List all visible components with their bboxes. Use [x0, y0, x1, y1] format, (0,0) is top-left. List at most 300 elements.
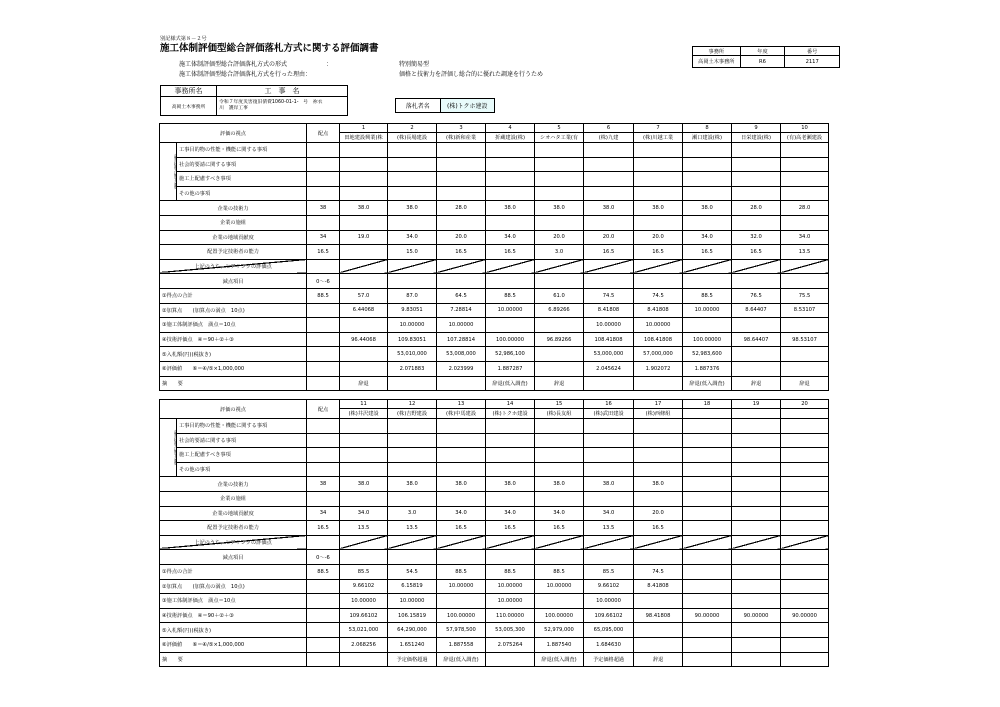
score-cell — [683, 637, 732, 652]
row-deduction — [160, 550, 829, 565]
score-cell — [634, 623, 683, 638]
score-cell: 52,986,100 — [486, 347, 535, 362]
empty-cell — [781, 172, 829, 187]
side-category-label: 企業の技術力に関する事項 — [160, 419, 177, 477]
score-cell: 16.5 — [634, 245, 683, 260]
row-social — [160, 157, 829, 172]
score-cell: 100.00000 — [683, 332, 732, 347]
score-cell: 74.5 — [584, 288, 634, 303]
header-row-numbers — [160, 124, 829, 133]
bidder-number: 15 — [535, 400, 584, 409]
score-cell: 辞退 — [535, 376, 584, 391]
score-cell: 98.41808 — [634, 608, 683, 623]
score-cell: 10.00000 — [683, 303, 732, 318]
hearing-cell — [437, 259, 486, 274]
empty-cell — [781, 215, 829, 230]
row-construction — [160, 172, 829, 187]
score-cell: 13.5 — [388, 521, 437, 536]
empty-cell — [732, 462, 781, 477]
empty-cell — [388, 157, 437, 172]
score-cell: 53,000,000 — [584, 347, 634, 362]
hearing-cell — [486, 259, 535, 274]
score-cell — [634, 376, 683, 391]
score-cell — [732, 579, 781, 594]
empty-cell — [437, 419, 486, 434]
empty-cell — [388, 274, 437, 289]
score-cell: 107.28814 — [437, 332, 486, 347]
criteria-label: ③施工体制評価点 満点＝10点 — [160, 594, 307, 609]
score-cell — [781, 318, 829, 333]
score-cell — [781, 652, 829, 667]
score-cell: 34.0 — [340, 506, 388, 521]
score-cell: 辞退(低入調査) — [683, 376, 732, 391]
company-name: (株)九建 — [584, 133, 634, 143]
bidder-number: 10 — [781, 124, 829, 133]
score-cell: 96.89266 — [535, 332, 584, 347]
criteria-label: ①得点の合計 — [160, 288, 307, 303]
winner-box — [395, 98, 495, 113]
score-cell: 辞退(低入調査) — [535, 652, 584, 667]
score-cell: 10.00000 — [584, 318, 634, 333]
criteria-label: 配置予定技術者の能力 — [160, 521, 307, 536]
score-cell: 辞退(低入調査) — [486, 376, 535, 391]
row-remarks — [160, 652, 829, 667]
empty-cell — [634, 462, 683, 477]
score-cell: 8.53107 — [781, 303, 829, 318]
hearing-cell — [388, 535, 437, 550]
empty-cell — [388, 433, 437, 448]
points-value — [307, 376, 340, 391]
empty-cell — [584, 274, 634, 289]
score-cell: 2.075264 — [486, 637, 535, 652]
empty-cell — [535, 186, 584, 201]
score-cell: 98.64407 — [732, 332, 781, 347]
empty-cell — [584, 491, 634, 506]
empty-cell — [781, 448, 829, 463]
score-cell: 6.89266 — [535, 303, 584, 318]
score-cell: 1.887558 — [437, 637, 486, 652]
score-cell: 3.0 — [388, 506, 437, 521]
empty-cell — [486, 448, 535, 463]
score-cell: 53,005,300 — [486, 623, 535, 638]
score-cell: 38.0 — [486, 477, 535, 492]
score-cell: 1.684630 — [584, 637, 634, 652]
score-cell: 38.0 — [340, 477, 388, 492]
number-value: 2117 — [785, 56, 840, 68]
row-construction — [160, 448, 829, 463]
points-value: 88.5 — [307, 288, 340, 303]
points-value — [307, 433, 340, 448]
score-cell — [340, 347, 388, 362]
company-name: (株)新和産業 — [437, 133, 486, 143]
score-cell — [683, 318, 732, 333]
empty-cell — [781, 186, 829, 201]
empty-cell — [437, 433, 486, 448]
bidder-number: 7 — [634, 124, 683, 133]
score-cell: 32.0 — [732, 230, 781, 245]
bidder-number: 9 — [732, 124, 781, 133]
empty-cell — [683, 274, 732, 289]
score-cell: 38.0 — [340, 201, 388, 216]
score-cell — [683, 579, 732, 594]
empty-cell — [683, 157, 732, 172]
bidder-number: 19 — [732, 400, 781, 409]
score-cell: 1.887287 — [486, 361, 535, 376]
empty-cell — [340, 433, 388, 448]
score-cell — [781, 361, 829, 376]
empty-cell — [634, 448, 683, 463]
empty-cell — [535, 419, 584, 434]
score-cell: 106.15819 — [388, 608, 437, 623]
row-bonus-points — [160, 579, 829, 594]
score-cell: 54.5 — [388, 564, 437, 579]
score-cell: 13.5 — [781, 245, 829, 260]
score-cell: 57,978,500 — [437, 623, 486, 638]
hearing-cell — [340, 535, 388, 550]
points-value — [307, 215, 340, 230]
criteria-label: 企業の地域貢献度 — [160, 506, 307, 521]
score-cell: 57.0 — [340, 288, 388, 303]
score-cell: 34.0 — [486, 506, 535, 521]
points-value — [307, 332, 340, 347]
empty-cell — [340, 215, 388, 230]
points-value — [307, 448, 340, 463]
score-cell — [486, 652, 535, 667]
row-performance — [160, 143, 829, 158]
empty-cell — [388, 462, 437, 477]
empty-cell — [584, 462, 634, 477]
empty-cell — [535, 274, 584, 289]
row-tech-capability — [160, 477, 829, 492]
score-cell: 90.00000 — [781, 608, 829, 623]
empty-cell — [437, 274, 486, 289]
points-value: 16.5 — [307, 245, 340, 260]
score-cell: 20.0 — [535, 230, 584, 245]
score-cell — [437, 594, 486, 609]
score-cell: 85.5 — [340, 564, 388, 579]
empty-cell — [683, 550, 732, 565]
empty-cell — [634, 172, 683, 187]
points-value — [307, 318, 340, 333]
criteria-label: 工事目的物の性能・機能に関する事項 — [177, 143, 307, 158]
score-cell: 74.5 — [634, 288, 683, 303]
criteria-label: 減点項目 — [160, 550, 307, 565]
score-cell — [535, 318, 584, 333]
header-row-numbers — [160, 400, 829, 409]
reason-label: 施工体制評価型総合評価落札方式を行った理由： — [179, 71, 312, 78]
score-cell: 8.64407 — [732, 303, 781, 318]
score-cell: 34.0 — [535, 506, 584, 521]
score-cell: 9.66102 — [584, 579, 634, 594]
empty-cell — [486, 143, 535, 158]
bidder-number: 20 — [781, 400, 829, 409]
score-cell — [732, 361, 781, 376]
score-cell — [781, 623, 829, 638]
bidder-number: 14 — [486, 400, 535, 409]
score-cell: 85.5 — [584, 564, 634, 579]
score-cell: 34.0 — [781, 230, 829, 245]
criteria-label: 摘 要 — [160, 652, 307, 667]
empty-cell — [388, 172, 437, 187]
empty-cell — [340, 462, 388, 477]
empty-cell — [486, 491, 535, 506]
company-name: 瀬口建設(株) — [683, 133, 732, 143]
score-cell: 19.0 — [340, 230, 388, 245]
score-cell: 90.00000 — [683, 608, 732, 623]
hearing-cell — [584, 535, 634, 550]
score-cell — [781, 521, 829, 536]
score-cell: 16.5 — [437, 521, 486, 536]
score-cell: 28.0 — [781, 201, 829, 216]
score-cell: 76.5 — [732, 288, 781, 303]
score-cell: 10.00000 — [437, 579, 486, 594]
score-cell: 13.5 — [340, 521, 388, 536]
score-cell: 20.0 — [437, 230, 486, 245]
empty-cell — [388, 550, 437, 565]
score-cell: 辞退 — [340, 376, 388, 391]
score-cell — [683, 623, 732, 638]
hearing-cell — [437, 535, 486, 550]
points-value — [307, 579, 340, 594]
score-cell: 34.0 — [584, 506, 634, 521]
empty-cell — [486, 215, 535, 230]
hearing-cell — [634, 535, 683, 550]
score-cell — [732, 477, 781, 492]
company-name: 折蔵建設(株) — [486, 133, 535, 143]
score-cell: 38.0 — [634, 201, 683, 216]
score-cell — [781, 579, 829, 594]
bidder-number: 6 — [584, 124, 634, 133]
score-cell: 38.0 — [535, 477, 584, 492]
points-value — [307, 259, 340, 274]
hearing-cell — [340, 259, 388, 274]
score-cell: 90.00000 — [732, 608, 781, 623]
score-cell: 1.651240 — [388, 637, 437, 652]
row-other — [160, 186, 829, 201]
score-cell — [781, 347, 829, 362]
score-cell: 110.00000 — [486, 608, 535, 623]
score-cell: 38.0 — [388, 477, 437, 492]
score-cell: 109.66102 — [340, 608, 388, 623]
score-cell: 13.5 — [584, 521, 634, 536]
office-value: 高岡土木事務所 — [693, 56, 741, 68]
score-cell — [535, 347, 584, 362]
score-cell: 15.0 — [388, 245, 437, 260]
row-remarks — [160, 376, 829, 391]
empty-cell — [732, 550, 781, 565]
empty-cell — [732, 274, 781, 289]
points-header: 配点 — [307, 124, 340, 143]
criteria-label: ⑥評価値 ⑥＝④/⑤×1,000,000 — [160, 361, 307, 376]
score-cell: 87.0 — [388, 288, 437, 303]
company-name: (株)吉野建設 — [388, 409, 437, 419]
score-cell: 辞退 — [732, 376, 781, 391]
score-cell: 38.0 — [437, 477, 486, 492]
hearing-cell — [486, 535, 535, 550]
empty-cell — [781, 550, 829, 565]
score-cell — [683, 564, 732, 579]
empty-cell — [437, 550, 486, 565]
row-social — [160, 433, 829, 448]
row-regional-contribution — [160, 506, 829, 521]
bidder-number: 5 — [535, 124, 584, 133]
empty-cell — [535, 491, 584, 506]
score-cell: 108.41808 — [634, 332, 683, 347]
score-cell: 辞退(低入調査) — [437, 652, 486, 667]
company-name: (株)中馬建設 — [437, 409, 486, 419]
points-value: 38 — [307, 477, 340, 492]
empty-cell — [584, 433, 634, 448]
empty-cell — [437, 157, 486, 172]
hearing-cell — [535, 535, 584, 550]
score-cell: 辞退 — [634, 652, 683, 667]
empty-cell — [781, 491, 829, 506]
hearing-cell — [732, 535, 781, 550]
score-cell: 108.41808 — [584, 332, 634, 347]
empty-cell — [683, 186, 732, 201]
document-title: 施工体制評価型総合評価落札方式に関する評価調書 — [160, 43, 379, 54]
points-value: 34 — [307, 230, 340, 245]
empty-cell — [584, 550, 634, 565]
score-cell: 9.66102 — [340, 579, 388, 594]
criteria-label: 上記のうち、ヒアリングの評価点 — [160, 259, 307, 274]
empty-cell — [584, 419, 634, 434]
score-cell — [683, 652, 732, 667]
score-cell: 2.071883 — [388, 361, 437, 376]
bidder-number: 4 — [486, 124, 535, 133]
empty-cell — [340, 143, 388, 158]
score-cell — [732, 521, 781, 536]
score-cell: 88.5 — [535, 564, 584, 579]
score-cell: 6.15819 — [388, 579, 437, 594]
score-cell: 28.0 — [732, 201, 781, 216]
project-name-value — [217, 97, 348, 116]
score-cell: 38.0 — [584, 201, 634, 216]
score-cell: 1.887540 — [535, 637, 584, 652]
form-number: 別記様式第８－２号 — [160, 36, 207, 42]
points-value: 0～-6 — [307, 550, 340, 565]
points-value — [307, 172, 340, 187]
empty-cell — [486, 186, 535, 201]
criteria-label: ④技術評価点 ④＝90＋②＋③ — [160, 332, 307, 347]
score-cell — [732, 318, 781, 333]
empty-cell — [340, 448, 388, 463]
reason-value: 価格と技術力を評価し総合的に優れた調達を行うため — [399, 71, 544, 78]
points-value — [307, 637, 340, 652]
empty-cell — [388, 419, 437, 434]
row-hearing — [160, 535, 829, 550]
points-value — [307, 361, 340, 376]
score-cell: 96.44068 — [340, 332, 388, 347]
score-cell: 16.5 — [634, 521, 683, 536]
criteria-label: 企業の施組 — [160, 491, 307, 506]
score-cell: 予定価格超過 — [584, 652, 634, 667]
criteria-header: 評価の視点 — [160, 400, 307, 419]
score-cell — [535, 594, 584, 609]
score-cell — [732, 652, 781, 667]
table-2-body — [160, 400, 829, 667]
criteria-label: ②加算点 (加算点の満点 10点) — [160, 303, 307, 318]
empty-cell — [437, 186, 486, 201]
company-name: 日栄建設(株) — [732, 133, 781, 143]
row-deduction — [160, 274, 829, 289]
empty-cell — [486, 433, 535, 448]
score-cell: 34.0 — [683, 230, 732, 245]
criteria-label: 社会的要請に関する事項 — [177, 157, 307, 172]
score-cell: 10.00000 — [535, 579, 584, 594]
hearing-cell — [781, 535, 829, 550]
criteria-label: ①得点の合計 — [160, 564, 307, 579]
score-cell: 109.83051 — [388, 332, 437, 347]
empty-cell — [732, 143, 781, 158]
score-cell: 98.53107 — [781, 332, 829, 347]
empty-cell — [683, 462, 732, 477]
company-name — [683, 409, 732, 419]
project-name-header: 工 事 名 — [217, 86, 348, 97]
empty-cell — [683, 433, 732, 448]
score-cell: 65,095,000 — [584, 623, 634, 638]
score-cell: 16.5 — [437, 245, 486, 260]
empty-cell — [732, 419, 781, 434]
score-cell: 予定価格超過 — [388, 652, 437, 667]
empty-cell — [732, 157, 781, 172]
score-cell — [584, 376, 634, 391]
table-1-body — [160, 124, 829, 391]
score-cell: 64,290,000 — [388, 623, 437, 638]
company-name: 田地建設興業(株 — [340, 133, 388, 143]
empty-cell — [634, 433, 683, 448]
criteria-label: ⑥評価値 ⑥＝④/⑤×1,000,000 — [160, 637, 307, 652]
criteria-label: 企業の地域貢献度 — [160, 230, 307, 245]
empty-cell — [732, 172, 781, 187]
row-performance — [160, 419, 829, 434]
score-cell: 9.83051 — [388, 303, 437, 318]
criteria-label: 企業の施組 — [160, 215, 307, 230]
score-cell: 38.0 — [584, 477, 634, 492]
points-value: 38 — [307, 201, 340, 216]
row-engineer-ability — [160, 245, 829, 260]
winner-label: 落札者名 — [396, 99, 441, 113]
empty-cell — [683, 491, 732, 506]
score-cell — [486, 318, 535, 333]
empty-cell — [634, 215, 683, 230]
office-info-box — [692, 46, 840, 68]
criteria-label: 企業の技術力 — [160, 477, 307, 492]
empty-cell — [486, 172, 535, 187]
score-cell: 34.0 — [486, 230, 535, 245]
method-colon: ： — [326, 61, 333, 68]
company-name: (有)高老瀬建設 — [781, 133, 829, 143]
empty-cell — [683, 448, 732, 463]
row-tech-evaluation — [160, 608, 829, 623]
points-value: 16.5 — [307, 521, 340, 536]
points-value — [307, 608, 340, 623]
row-tech-capability — [160, 201, 829, 216]
score-cell — [437, 376, 486, 391]
empty-cell — [584, 186, 634, 201]
score-cell: 2.045624 — [584, 361, 634, 376]
score-cell: 20.0 — [634, 506, 683, 521]
criteria-label: 上記のうち、ヒアリングの評価点 — [160, 535, 307, 550]
score-cell: 88.5 — [683, 288, 732, 303]
score-cell: 34.0 — [437, 506, 486, 521]
row-bonus-points — [160, 303, 829, 318]
hearing-cell — [535, 259, 584, 274]
criteria-label: 工事目的物の性能・機能に関する事項 — [177, 419, 307, 434]
empty-cell — [683, 215, 732, 230]
criteria-label: ③施工体制評価点 満点＝10点 — [160, 318, 307, 333]
score-cell: 10.00000 — [340, 594, 388, 609]
